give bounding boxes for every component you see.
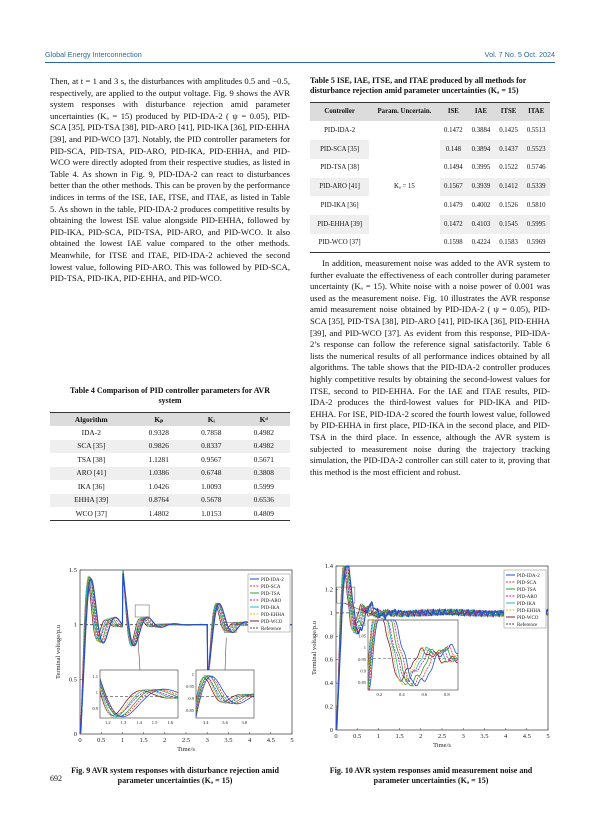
y-tick-label: 0.8 <box>324 633 333 641</box>
table4-cell: WCO [37] <box>75 508 107 518</box>
table4-cell: 1.0153 <box>201 508 222 518</box>
header-rule <box>45 62 555 63</box>
inset1-x-tick-label: 1.5 <box>151 720 158 725</box>
x-axis-label: Time/s <box>433 742 451 749</box>
legend-label: PID-WCO <box>517 616 539 621</box>
table5 <box>310 102 550 253</box>
x-tick-label: 5 <box>290 737 294 744</box>
table4-cell: 0.6748 <box>201 468 222 478</box>
table5-cell: 0.1472 <box>444 220 463 228</box>
table-row <box>310 121 550 140</box>
table4-cell: 0.9567 <box>201 454 222 464</box>
legend-label: PID-TSA <box>517 588 537 593</box>
table5-cell: 0.1598 <box>444 239 463 247</box>
table4-cell: SCA [35] <box>77 441 106 451</box>
table5-cell: 0.1567 <box>444 183 463 191</box>
legend-label: PID-EHHA <box>261 613 285 618</box>
table4-cell: IKA [36] <box>77 481 105 491</box>
journal-name: Global Energy Interconnection <box>45 50 142 59</box>
table5-cell: PID-WCO [37] <box>318 239 361 247</box>
table4-cell: 0.5678 <box>201 495 222 505</box>
legend-label: PID-SCA <box>517 581 537 586</box>
y-tick-label: 0 <box>329 727 333 734</box>
inset2-y-tick-label: 0.95 <box>186 684 194 689</box>
table5-cell: 0.5810 <box>526 202 546 210</box>
fig10 <box>306 558 556 758</box>
table5-cell: PID-IDA-2 <box>324 126 356 134</box>
inset1-y-tick-label: 1.05 <box>358 633 366 639</box>
y-tick-label: 0 <box>73 731 77 738</box>
right-column <box>310 258 550 478</box>
x-tick-label: 3 <box>205 737 209 744</box>
legend-label: PID-IDA-2 <box>261 578 284 583</box>
table4-cell: 0.8337 <box>201 441 222 451</box>
table5-cell: 0.1583 <box>499 239 518 247</box>
legend-label: PID-ARO <box>517 595 538 600</box>
table-row <box>50 440 290 454</box>
table5-cell: PID-IKA [36] <box>320 202 359 210</box>
x-tick-label: 3.5 <box>480 733 489 740</box>
table-row <box>50 426 290 440</box>
fig9-caption: Fig. 9 AVR system responses with disturbance rejection amid parameter uncertainties (Kₐ = 15) <box>71 766 279 785</box>
y-tick-label: 1.5 <box>68 567 77 574</box>
table5-cell: 0.1526 <box>499 202 518 210</box>
legend-label: PID-IKA <box>517 602 536 607</box>
legend-label: PID-WCO <box>261 620 283 625</box>
table5-header-cell: ISE <box>447 108 459 116</box>
right-paragraph: In addition, measurement noise was added to the AVR system to further evaluate the effectiveness of each controller during parameter uncertainty (Kₐ = 15). White noise with a noise power of 0.001 was used as the measurement noise. Fig. 10 illustrates the AVR response amid measurement noise obtained by PID-IDA-2 ( ψ = 0.05), PID-SCA [35], PID-TSA [38], PID-ARO [41], PID-IKA [36], PID-EHHA [39], and PID-WCO [37]. As evident from this response, PID-IDA-2’s response can follow the reference signal satisfactorily. Table 6 lists the numerical results of all performance indices obtained by all algorithms. The table shows that the PID-IDA-2 controller produces highly competitive results by obtaining the second-lowest values for ITSE, second to PID-EHHA. For the IAE and ITAE results, PID-IDA-2 produces the third-lowest values for PID-IKA and PID-EHHA. For ISE, PID-IDA-2 scored the fourth lowest value, followed by PID-EHHA in first place, PID-IKA in the second place, and PID-TSA in the third place. In essence, although the AVR system is subjected to measurement noise during the trajectory tracking simulation, the PID-IDA-2 controller can still cater to it, proving that this method is the most efficient and robust. <box>310 258 550 477</box>
table4-cell: 1.0093 <box>201 481 222 491</box>
table5-cell: 0.4224 <box>471 239 491 247</box>
inset1-x-tick-label: 0.4 <box>398 692 405 697</box>
table4-cell: 0.9826 <box>148 441 169 451</box>
table5-cell: 0.5523 <box>526 145 546 153</box>
x-tick-label: 2 <box>419 733 423 740</box>
table4-caption: Table 4 Comparison of PID controller parameters for AVR system <box>70 386 270 405</box>
legend-label: Reference <box>261 627 282 632</box>
table5-cell: 0.1494 <box>444 164 463 172</box>
x-tick-label: 3.5 <box>224 737 233 744</box>
table5-header-cell: ITAE <box>528 108 545 116</box>
table4-cell: 1.4802 <box>148 508 169 518</box>
x-tick-label: 4.5 <box>266 737 275 744</box>
table-row <box>50 453 290 467</box>
table5-caption: Table 5 ISE, IAE, ITSE, and ITAE produced by all methods for disturbance rejection amid parameter uncertainties (Kₐ = 15) <box>310 76 527 95</box>
inset1-x-tick-label: 1.4 <box>136 720 142 725</box>
table4-cell: 0.5671 <box>253 454 274 464</box>
table5-cell: 0.3995 <box>471 164 491 172</box>
legend-label: PID-IDA-2 <box>517 574 540 579</box>
table5-cell: 0.5969 <box>526 239 546 247</box>
x-tick-label: 2.5 <box>437 733 447 740</box>
table5-cell: 0.3884 <box>471 126 491 134</box>
table5-cell: 0.1437 <box>499 145 518 153</box>
table5-cell: 0.1545 <box>499 220 518 228</box>
table5-cell: PID-EHHA [39] <box>317 220 363 228</box>
legend-label: PID-SCA <box>261 585 281 590</box>
x-tick-label: 4.5 <box>522 733 531 740</box>
table5-header-cell: Controller <box>324 108 355 116</box>
table5-cell: PID-ARO [41] <box>319 183 360 191</box>
table4-cell: IDA-2 <box>81 427 101 437</box>
page-number: 692 <box>50 774 62 783</box>
table4 <box>50 412 290 521</box>
table4-cell: 0.3808 <box>253 468 274 478</box>
table5-cell: 0.3894 <box>471 145 491 153</box>
table5-cell: 0.5746 <box>526 164 546 172</box>
inset1-x-tick-label: 1.2 <box>104 720 111 725</box>
running-header <box>45 50 555 59</box>
fig9 <box>50 562 300 762</box>
x-tick-label: 1.5 <box>139 737 148 744</box>
table4-cell: TSA [38] <box>77 454 106 464</box>
inset1-box <box>368 620 458 690</box>
table5-cell: 0.5995 <box>526 220 546 228</box>
fig9-chart <box>50 562 300 762</box>
x-tick-label: 0 <box>78 737 82 744</box>
table4-cell: 1.1281 <box>148 454 169 464</box>
inset1-y-tick-label: 0.9 <box>92 706 98 711</box>
left-column <box>50 76 290 285</box>
table-row <box>50 480 290 494</box>
x-tick-label: 2 <box>163 737 167 744</box>
y-tick-label: 1.2 <box>324 586 333 594</box>
table-row <box>50 494 290 508</box>
table4-cell: 1.0386 <box>148 468 169 478</box>
table4-cell: ARO [41] <box>76 468 107 478</box>
table-row <box>50 507 290 521</box>
table4-cell: 0.4982 <box>253 427 274 437</box>
fig10-caption: Fig. 10 AVR system responses amid measurement noise and parameter uncertainties (Kₐ = 15) <box>329 766 533 785</box>
y-tick-label: 0.6 <box>324 656 333 664</box>
y-tick-label: 0.4 <box>324 680 333 688</box>
x-tick-label: 1.5 <box>395 733 404 740</box>
inset1-y-tick-label: 1 <box>363 645 366 651</box>
y-axis-label: Terminal voltage/p.u <box>311 620 318 676</box>
inset2-x-tick-label: 3.6 <box>222 720 228 725</box>
table5-cell: PID-TSA [38] <box>320 164 359 172</box>
inset2-x-tick-label: 3.4 <box>202 720 209 725</box>
inset1-y-tick-label: 0.85 <box>358 680 366 686</box>
inset2-x-tick-label: 3.8 <box>241 720 248 725</box>
inset2-y-tick-label: 0.85 <box>186 708 194 713</box>
table4-cell: 0.7858 <box>201 427 222 437</box>
x-tick-label: 2.5 <box>181 737 191 744</box>
y-tick-label: 1 <box>329 609 333 617</box>
x-tick-label: 0 <box>334 733 338 740</box>
inset1-y-tick-label: 1.1 <box>360 621 366 627</box>
legend-label: PID-IKA <box>261 606 280 611</box>
table5-cell: 0.1425 <box>499 126 518 134</box>
table4-header-cell: Kᵈ <box>259 414 268 424</box>
table5-block <box>310 76 550 253</box>
inset1-x-tick-label: 0.8 <box>443 692 450 697</box>
table5-header-cell: ITSE <box>500 108 517 116</box>
inset1-x-tick-label: 0.6 <box>421 692 428 697</box>
table4-header-cell: Algorithm <box>74 414 108 424</box>
y-axis-label: Terminal voltage/p.u <box>55 624 62 680</box>
table5-cell: 0.148 <box>445 145 461 153</box>
x-axis-label: Time/s <box>177 746 195 753</box>
table-row <box>50 467 290 481</box>
legend-label: PID-ARO <box>261 599 282 604</box>
table5-cell: 0.1472 <box>444 126 463 134</box>
table5-param-cell: Kₐ = 15 <box>369 121 439 253</box>
table5-cell: 0.1412 <box>499 183 518 191</box>
table4-cell: 0.4982 <box>253 441 274 451</box>
table5-header-cell: Param. Uncertain. <box>377 108 432 116</box>
x-tick-label: 4 <box>503 733 508 740</box>
legend-label: PID-TSA <box>261 592 281 597</box>
left-paragraph: Then, at t = 1 and 3 s, the disturbances with amplitudes 0.5 and −0.5, respectively, are applied to the output voltage. Fig. 9 shows the AVR system responses with disturbance rejection amid parameter uncertainties (Kₐ = 15) produced by PID-IDA-2 ( ψ = 0.05), PID-SCA [35], PID-TSA [38], PID-ARO [41], PID-IKA [36], PID-EHHA [39], and PID-WCO [37]. Notably, the PID controller parameters for PID-SCA, PID-TSA, PID-ARO, PID-IKA, PID-EHHA, and PID-WCO were directly adopted from their respective studies, as listed in Table 4. As shown in Fig. 9, PID-IDA-2 can react to disturbances better than the other methods. This can be proven by the performance indices in terms of the ISE, IAE, ITSE, and ITAE, as listed in Table 5. As shown in the table, PID-IDA-2 produces competitive results by obtaining the lowest ISE value alongside PID-EHHA, followed by PID-IKA, PID-SCA, PID-TSA, PID-ARO, and PID-WCO. It also obtained the lowest IAE value compared to the other methods. Meanwhile, for ITSE and ITAE, PID-IDA-2 achieved the second lowest value, following PID-ARO. This was followed by PID-SCA, PID-TSA, PID-IKA, PID-EHHA, and PID-WCO. <box>50 76 290 284</box>
y-tick-label: 1 <box>73 621 77 629</box>
inset2-y-tick-label: 1 <box>191 672 194 677</box>
table4-block <box>50 386 290 521</box>
table4-cell: 0.9328 <box>148 427 169 437</box>
fig10-chart <box>306 558 556 758</box>
inset1-y-tick-label: 1.1 <box>92 674 98 679</box>
legend-label: Reference <box>517 623 538 628</box>
inset2-y-tick-label: 0.9 <box>188 696 194 701</box>
table4-cell: 0.6536 <box>253 495 274 505</box>
table5-cell: 0.5513 <box>526 126 546 134</box>
x-tick-label: 5 <box>546 733 550 740</box>
x-tick-label: 4 <box>247 737 252 744</box>
table5-cell: 0.1522 <box>499 164 518 172</box>
table4-cell: 0.5999 <box>253 481 274 491</box>
x-tick-label: 3 <box>461 733 465 740</box>
table5-cell: 0.4002 <box>471 202 491 210</box>
legend-label: PID-EHHA <box>517 609 541 614</box>
table5-cell: 0.5339 <box>526 183 546 191</box>
table5-cell: 0.1479 <box>444 202 463 210</box>
inset1-x-tick-label: 1.3 <box>120 720 127 725</box>
table4-cell: EHHA [39] <box>74 495 109 505</box>
y-tick-label: 1.4 <box>324 563 333 570</box>
table4-cell: 0.8764 <box>148 495 169 505</box>
table4-header-cell: Kᵢ <box>207 414 215 424</box>
x-tick-label: 0.5 <box>353 733 362 740</box>
table4-cell: 1.0426 <box>148 481 169 491</box>
table5-header-cell: IAE <box>474 108 487 116</box>
table5-cell: PID-SCA [35] <box>320 145 360 153</box>
issue-info: Vol. 7 No. 5 Oct. 2024 <box>484 50 555 59</box>
table5-cell: 0.4103 <box>471 220 491 228</box>
inset1-x-tick-label: 1.6 <box>167 720 174 725</box>
x-tick-label: 1 <box>376 733 381 740</box>
y-tick-label: 0.2 <box>324 703 333 711</box>
x-tick-label: 0.5 <box>97 737 106 744</box>
table4-cell: 0.4809 <box>253 508 274 518</box>
inset1-y-tick-label: 0.9 <box>360 668 366 674</box>
table4-header-cell: Kₚ <box>154 414 164 424</box>
x-tick-label: 1 <box>120 737 125 744</box>
y-tick-label: 0.5 <box>68 676 77 684</box>
inset1-y-tick-label: 1 <box>95 690 98 695</box>
table5-cell: 0.3939 <box>471 183 491 191</box>
inset1-y-tick-label: 0.95 <box>358 656 366 662</box>
inset1-x-tick-label: 0.2 <box>376 692 383 697</box>
